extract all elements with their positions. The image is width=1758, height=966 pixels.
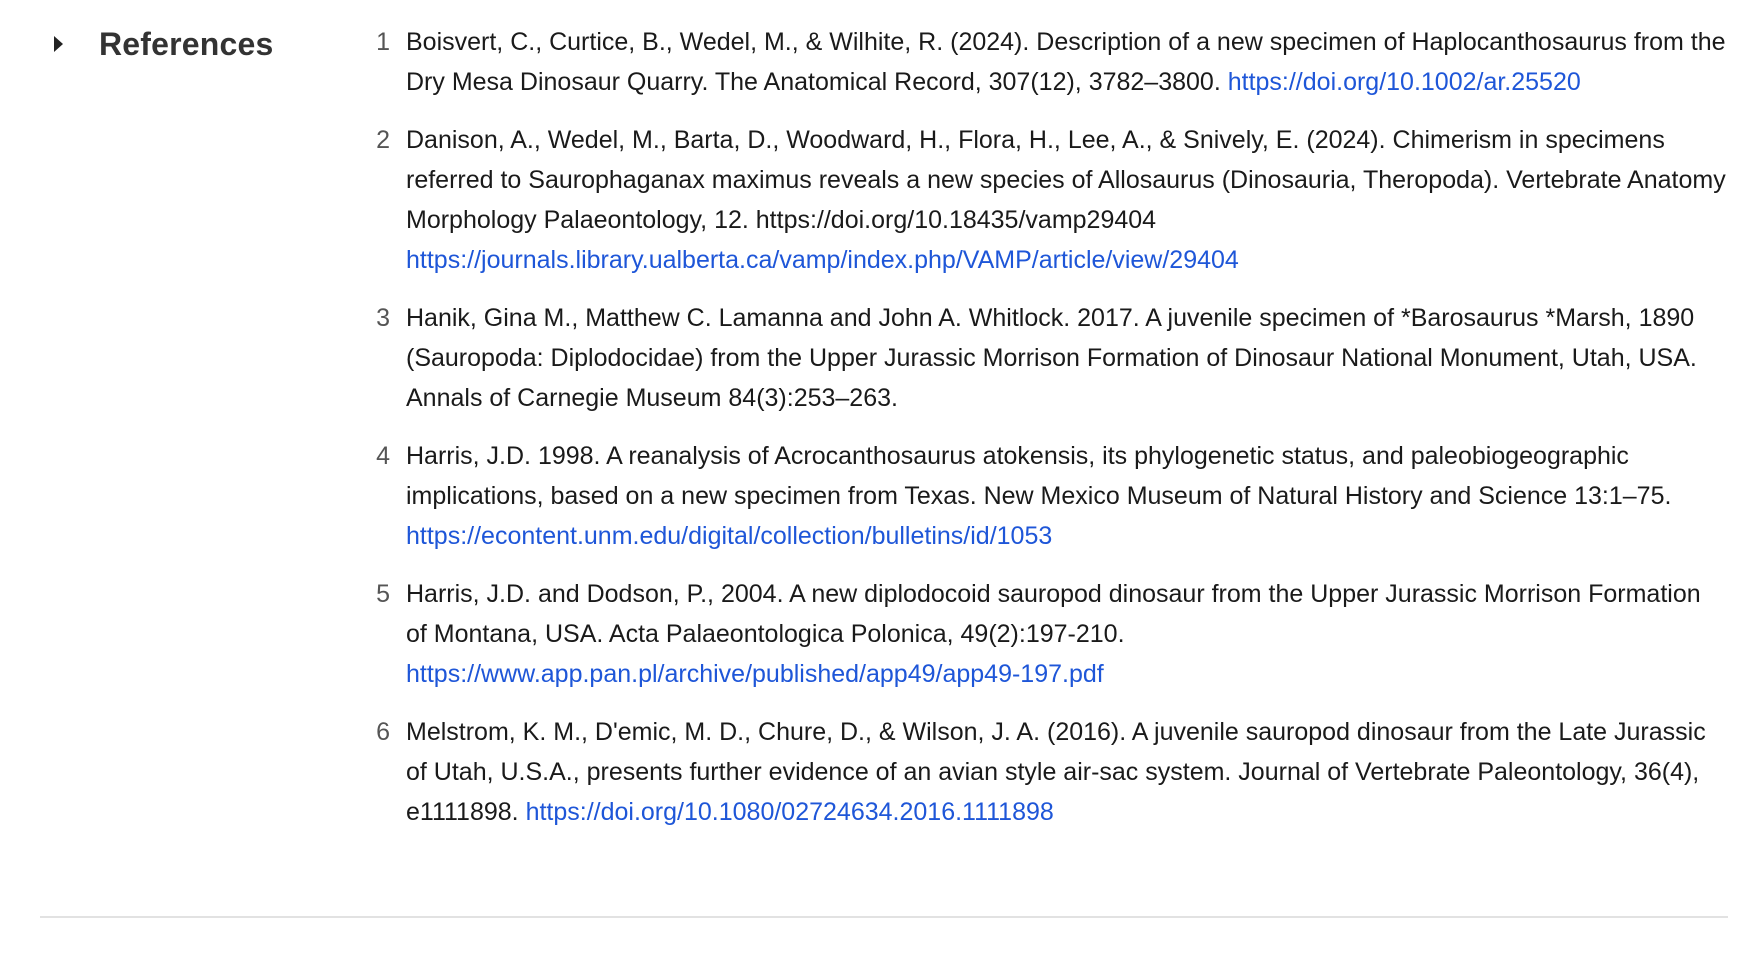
- section-divider: [40, 916, 1728, 918]
- reference-number: 3: [376, 304, 390, 332]
- references-list: [350, 22, 1728, 850]
- reference-item: [350, 120, 1728, 280]
- reference-link[interactable]: https://econtent.unm.edu/digital/collection/bulletins/id/1053: [406, 522, 1053, 550]
- reference-text: [406, 120, 1728, 280]
- reference-link[interactable]: https://doi.org/10.1002/ar.25520: [1227, 68, 1581, 96]
- reference-citation: Boisvert, C., Curtice, B., Wedel, M., & Wilhite, R. (2024). Description of a new specimen of Haplocanthosaurus from the Dry Mesa Dinosaur Quarry. The Anatomical Record, 307(12), 3782–3800.: [406, 28, 1726, 96]
- reference-number: 1: [376, 28, 390, 56]
- reference-citation: Harris, J.D. 1998. A reanalysis of Acrocanthosaurus atokensis, its phylogenetic status, and paleobiogeographic implications, based on a new specimen from Texas. New Mexico Museum of Natural History and Science 13:1–75.: [406, 442, 1672, 510]
- reference-text: [406, 22, 1728, 102]
- reference-link[interactable]: https://doi.org/10.1080/02724634.2016.1111898: [525, 798, 1054, 826]
- reference-link[interactable]: https://www.app.pan.pl/archive/published/app49/app49-197.pdf: [406, 660, 1104, 688]
- reference-item: [350, 712, 1728, 832]
- reference-item: [350, 22, 1728, 102]
- reference-item: [350, 298, 1728, 418]
- reference-text: [406, 712, 1728, 832]
- reference-text: [406, 574, 1728, 694]
- reference-item: [350, 574, 1728, 694]
- caret-right-icon[interactable]: [54, 36, 63, 52]
- reference-text: [406, 436, 1728, 556]
- reference-citation: Hanik, Gina M., Matthew C. Lamanna and John A. Whitlock. 2017. A juvenile specimen of *Barosaurus *Marsh, 1890 (Sauropoda: Diplodocidae) from the Upper Jurassic Morrison Formation of Dinosaur National Monument, Utah, USA. Annals of Carnegie Museum 84(3):253–263.: [406, 304, 1697, 412]
- references-heading[interactable]: References: [99, 26, 274, 62]
- reference-citation: Melstrom, K. M., D'emic, M. D., Chure, D., & Wilson, J. A. (2016). A juvenile sauropod dinosaur from the Late Jurassic of Utah, U.S.A., presents further evidence of an avian style air-sac system. Journal of Vertebrate Paleontology, 36(4), e1111898.: [406, 718, 1706, 826]
- reference-text: [406, 298, 1728, 418]
- references-section: [40, 22, 1728, 850]
- reference-item: [350, 436, 1728, 556]
- reference-number: 4: [376, 442, 390, 470]
- reference-number: 6: [376, 718, 390, 746]
- reference-citation: Danison, A., Wedel, M., Barta, D., Woodward, H., Flora, H., Lee, A., & Snively, E. (2024). Chimerism in specimens referred to Saurophaganax maximus reveals a new species of Allosaurus (Dinosauria, Theropoda). Vertebrate Anatomy Morphology Palaeontology, 12. https://doi.org/10.18435/vamp29404: [406, 126, 1726, 234]
- reference-number: 2: [376, 126, 390, 154]
- reference-citation: Harris, J.D. and Dodson, P., 2004. A new diplodocoid sauropod dinosaur from the Upper Jurassic Morrison Formation of Montana, USA. Acta Palaeontologica Polonica, 49(2):197-210.: [406, 580, 1701, 648]
- reference-number: 5: [376, 580, 390, 608]
- references-header[interactable]: [40, 22, 350, 850]
- reference-link[interactable]: https://journals.library.ualberta.ca/vamp/index.php/VAMP/article/view/29404: [406, 246, 1239, 274]
